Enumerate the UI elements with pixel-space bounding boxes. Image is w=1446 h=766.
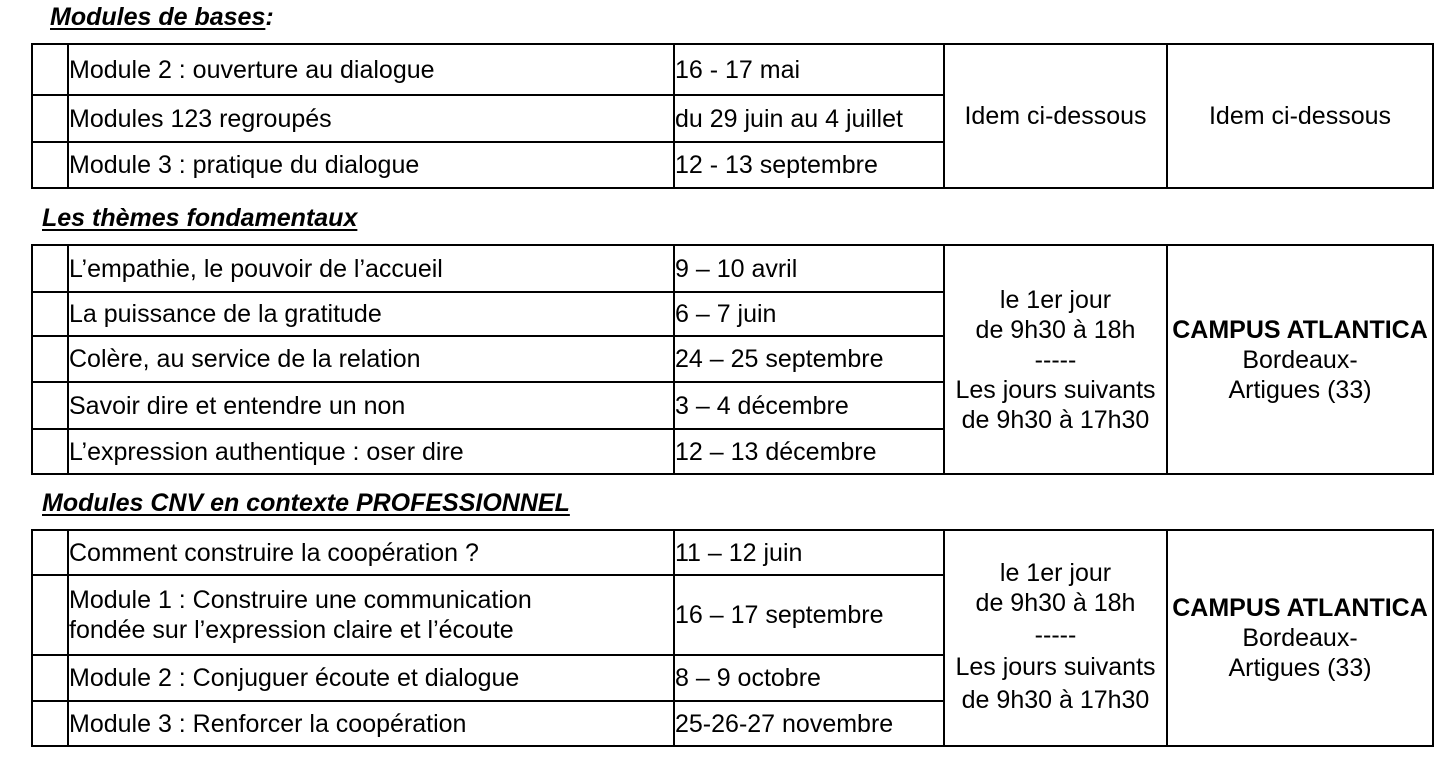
module-title: Module 2 : Conjuguer écoute et dialogue — [68, 655, 674, 701]
module-date: 16 – 17 septembre — [674, 575, 944, 655]
checkbox[interactable] — [32, 655, 68, 701]
module-title: Comment construire la coopération ? — [68, 530, 674, 575]
module-title: Module 2 : ouverture au dialogue — [68, 44, 674, 95]
module-title: L’empathie, le pouvoir de l’accueil — [68, 245, 674, 292]
location-cell: Idem ci-dessous — [1167, 44, 1433, 188]
module-title: Module 3 : pratique du dialogue — [68, 142, 674, 188]
module-date: 6 – 7 juin — [674, 292, 944, 336]
section-heading-bases: Modules de bases: — [50, 3, 274, 31]
section-heading-professionnel: Modules CNV en contexte PROFESSIONNEL — [42, 489, 570, 517]
checkbox[interactable] — [32, 95, 68, 142]
module-date: 16 - 17 mai — [674, 44, 944, 95]
schedule-cell: Idem ci-dessous — [944, 44, 1167, 188]
checkbox[interactable] — [32, 382, 68, 429]
campus-name: CAMPUS ATLANTICA — [1172, 315, 1428, 344]
checkbox[interactable] — [32, 575, 68, 655]
module-date: 12 – 13 décembre — [674, 429, 944, 474]
module-title: L’expression authentique : oser dire — [68, 429, 674, 474]
module-date: 24 – 25 septembre — [674, 336, 944, 382]
module-date: 25-26-27 novembre — [674, 701, 944, 746]
checkbox[interactable] — [32, 429, 68, 474]
checkbox[interactable] — [32, 701, 68, 746]
checkbox[interactable] — [32, 44, 68, 95]
table-row — [32, 530, 1433, 575]
checkbox[interactable] — [32, 530, 68, 575]
module-date: du 29 juin au 4 juillet — [674, 95, 944, 142]
table-row — [32, 245, 1433, 292]
section-heading-themes: Les thèmes fondamentaux — [42, 204, 358, 232]
schedule-table-bases — [31, 43, 1434, 189]
checkbox[interactable] — [32, 336, 68, 382]
checkbox[interactable] — [32, 245, 68, 292]
module-title: Modules 123 regroupés — [68, 95, 674, 142]
table-row — [32, 44, 1433, 95]
module-date: 12 - 13 septembre — [674, 142, 944, 188]
module-date: 11 – 12 juin — [674, 530, 944, 575]
module-title: Savoir dire et entendre un non — [68, 382, 674, 429]
module-title: La puissance de la gratitude — [68, 292, 674, 336]
schedule-cell: le 1er jour de 9h30 à 18h ----- Les jours suivants de 9h30 à 17h30 — [944, 245, 1167, 474]
checkbox[interactable] — [32, 142, 68, 188]
location-cell: CAMPUS ATLANTICA Bordeaux- Artigues (33) — [1167, 245, 1433, 474]
module-title: Module 3 : Renforcer la coopération — [68, 701, 674, 746]
module-title: Colère, au service de la relation — [68, 336, 674, 382]
module-date: 9 – 10 avril — [674, 245, 944, 292]
checkbox[interactable] — [32, 292, 68, 336]
module-date: 8 – 9 octobre — [674, 655, 944, 701]
schedule-cell: le 1er jour de 9h30 à 18h ----- Les jours suivants de 9h30 à 17h30 — [944, 530, 1167, 746]
module-title: Module 1 : Construire une communication fondée sur l’expression claire et l’écoute — [68, 575, 674, 655]
schedule-table-professionnel — [31, 529, 1434, 747]
schedule-table-themes — [31, 244, 1434, 475]
location-cell: CAMPUS ATLANTICA Bordeaux- Artigues (33) — [1167, 530, 1433, 746]
module-date: 3 – 4 décembre — [674, 382, 944, 429]
campus-name: CAMPUS ATLANTICA — [1172, 594, 1428, 622]
